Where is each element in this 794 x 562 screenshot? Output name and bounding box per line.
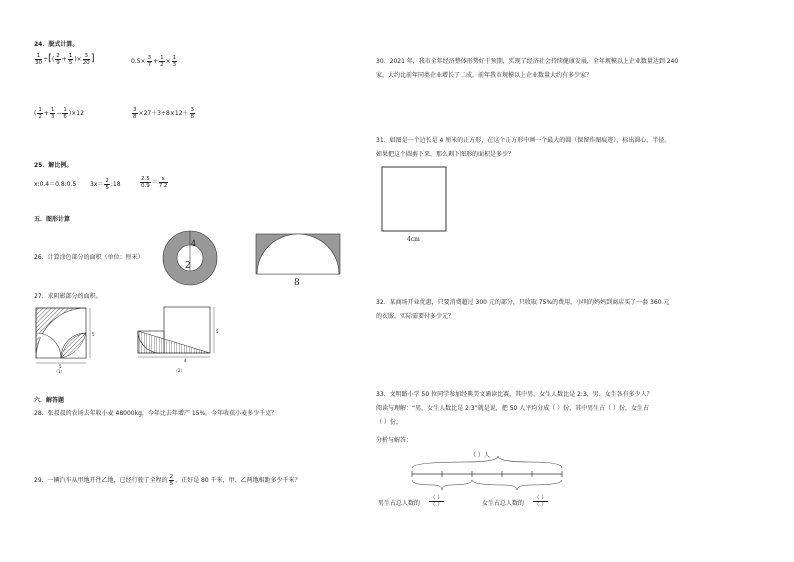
fig1-bottom-label: 5 [59, 364, 62, 369]
q28-text: 28．张叔叔的农场去年收小麦 48000kg，今年比去年增产 15%。今年收获小麦多少千克？ [34, 410, 278, 417]
q31-line-1: 31．如图是一个边长是 4 厘米的正方形，在这个正方形中画一个最大的圆（保留作图痕迹），标出圆心、半径。 [376, 137, 671, 144]
fig1-caption: （1） [54, 369, 65, 374]
q33-line-1: 33．文明路小学 50 位同学参加经典美文诵读比赛，其中男、女生人数比是 2:3，男、女生各有多少人？ [376, 391, 653, 398]
square-side-label: 4cm [407, 236, 420, 243]
q32-line-1: 32．某商场开业优惠，只要消费超过 300 元的部分，只收取 75%的费用，小明的妈妈到商店买了一套 360 元 [376, 299, 670, 306]
q31-line-2: 如果把这个圆剪下来，那么剩下图形的面积是多少？ [376, 151, 515, 158]
q24-title: 24．脱式计算。 [34, 41, 79, 48]
q33-line-3: （ ）份。 [376, 419, 402, 426]
fig2-caption: （2） [174, 368, 185, 373]
diagram-boy-label: 男生占总人数的 [378, 500, 421, 507]
q25-equation-3: $\frac{2.5}{0.9}$ ＝ $\frac{x}{7.2}$ [141, 176, 168, 189]
section-5-heading: 五．图形计算 [34, 216, 71, 223]
q30-line-1: 30．2021 年，我市全年经济整体形势好于预期，实现了经济社会持续健康发展，全年规模以上企业数量达到 240 [376, 58, 679, 65]
q32-line-2: 的衣服，实际需要付多少元？ [376, 313, 455, 320]
section-6-heading: 六．解答题 [34, 397, 65, 404]
q27-title: 27．求阴影部分的面积。 [34, 293, 102, 300]
q31-square-figure [381, 166, 449, 244]
q24-expression-1: $\frac{1}{30}$ ÷[( $\frac{2}{9}$ + $\frac{1}{5}$ )× $\frac{3}{20}$ ] [35, 53, 95, 66]
q25-title: 25．解比例。 [34, 162, 73, 169]
fig1-side-label: 5 [92, 332, 95, 337]
q24-expression-4: $\frac{3}{8}$ ×27＋3÷8×12＋ $\frac{3}{8}$ [133, 107, 194, 120]
fig2-bottom-label: 4 [184, 358, 187, 363]
q26-title: 26．计算涂色部分的面积（单位：厘米） [34, 254, 144, 261]
q33-line-2: 阅读与理解：“男、女生人数比是 2:3”就是说，把 50 人平均分成（ ）份，其中男生占（ ）份，女生占 [376, 405, 650, 412]
diagram-girl-fraction: $\frac{( )}{( )}$ [534, 495, 547, 508]
q27-figure-1 [32, 306, 98, 374]
q24-expression-2: 0.5× $\frac{3}{7}$ + $\frac{1}{2}$ × $\frac{1}{3}$ [131, 55, 177, 68]
ring-outer-label: 4 [191, 239, 197, 248]
diagram-girl-label: 女生占总人数的 [482, 500, 525, 507]
diagram-boy-fraction: $\frac{( )}{( )}$ [430, 495, 443, 508]
q27-figure-2 [134, 305, 224, 375]
q26-semicircle-figure [255, 233, 341, 287]
diagram-total-label: （ ）人 [470, 452, 490, 459]
q29-text: 29．一辆汽车从甲地开往乙地，已经行驶了全程的 $\frac{2}{5}$ ，正好是 80 千米，甲、乙两地相距多少千米？ [34, 474, 301, 487]
q26-ring-figure [160, 228, 220, 288]
ring-inner-label: 2 [185, 261, 191, 271]
q33-line-4: 分析与解答： [376, 437, 413, 444]
semicircle-label: 8 [294, 278, 300, 287]
q33-segment-diagram [376, 452, 576, 522]
q25-equation-2: 3x＝ $\frac{2}{5}$ :18 [90, 178, 121, 191]
q30-line-2: 家，大约比前年同类企业增长了二成，前年我市规模以上企业数量大约有多少家？ [376, 72, 593, 79]
q25-equation-1: x:0.4＝0.8:0.5 [34, 181, 77, 188]
fig2-side-label: 5 [216, 329, 219, 334]
q24-expression-3: ( $\frac{1}{2}$ + $\frac{1}{3}$ − $\frac{1}{6}$ )×12 [34, 107, 84, 120]
